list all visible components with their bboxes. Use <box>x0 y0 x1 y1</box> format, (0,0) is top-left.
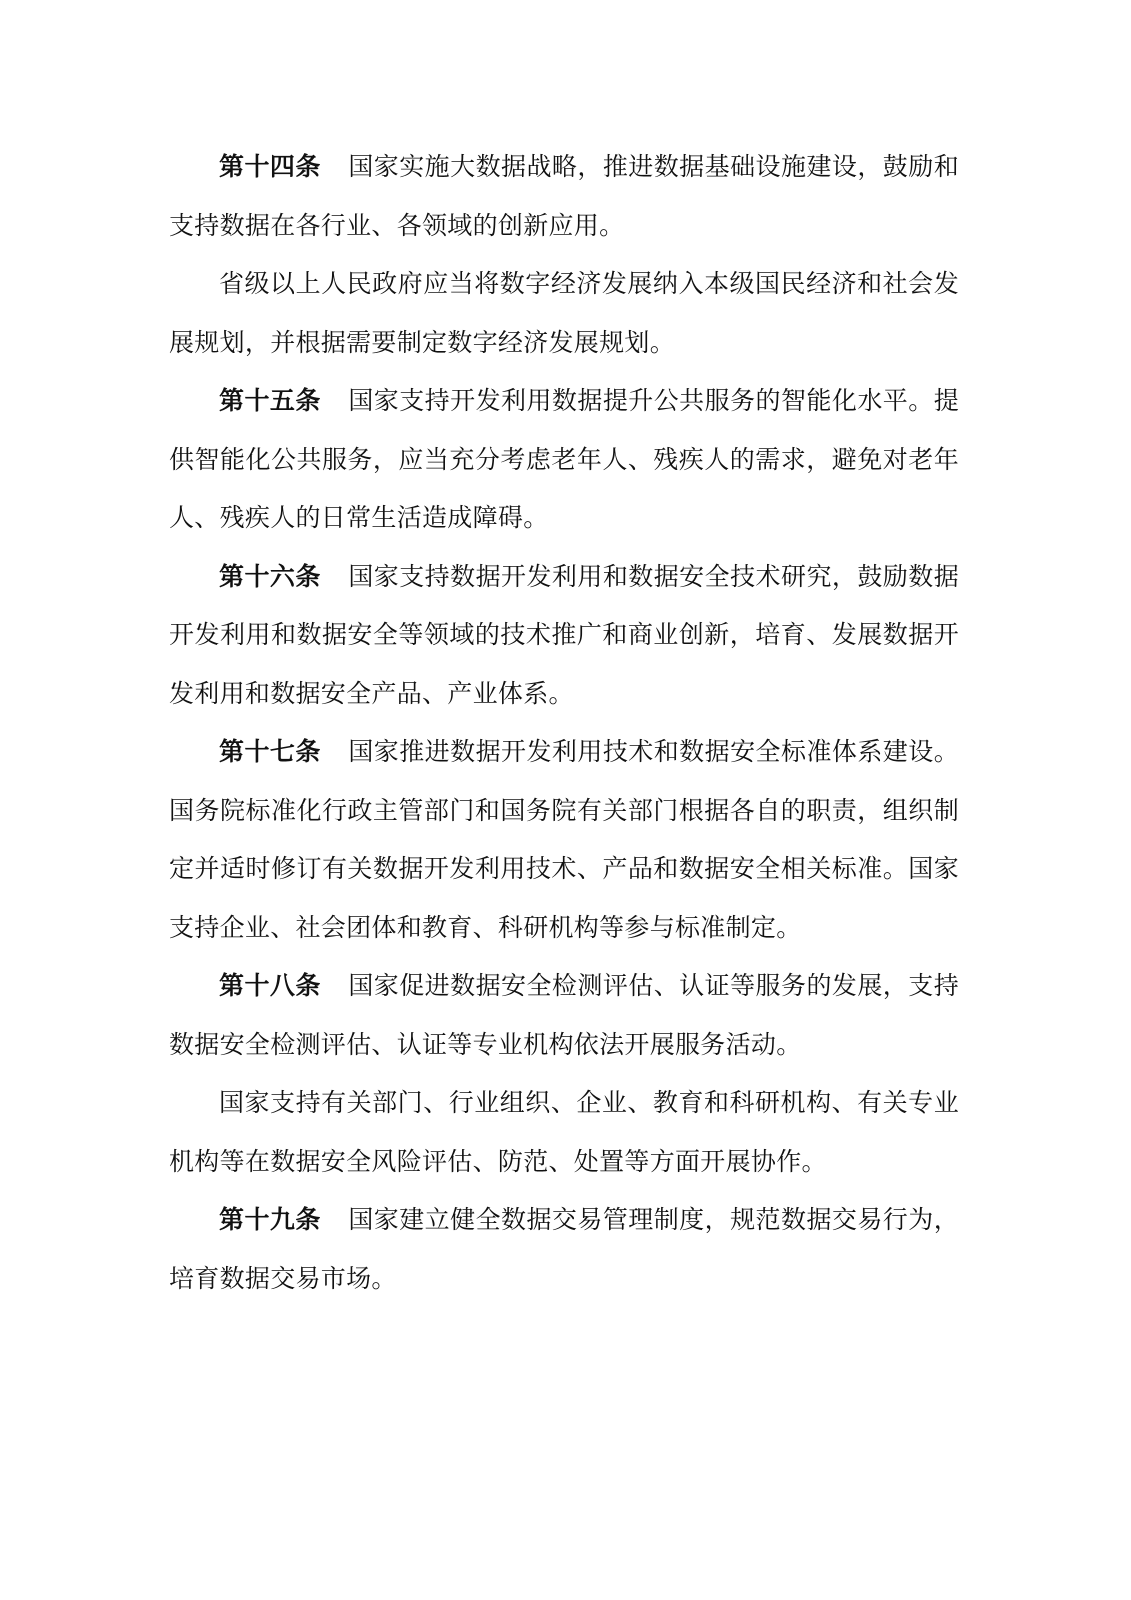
paragraph-text: 国家支持有关部门、行业组织、企业、教育和科研机构、有关专业机构等在数据安全风险评估、防范、处置等方面开展协作。 <box>169 1088 959 1176</box>
paragraph-text: 国家建立健全数据交易管理制度，规范数据交易行为，培育数据交易市场。 <box>169 1205 960 1293</box>
paragraph-text: 国家推进数据开发利用技术和数据安全标准体系建设。国务院标准化行政主管部门和国务院有关部门根据各自的职责，组织制定并适时修订有关数据开发利用技术、产品和数据安全相关标准。国家支持企业、社会团体和教育、科研机构等参与标准制定。 <box>169 737 960 942</box>
document-body <box>169 138 959 1308</box>
paragraph-article-18-clause-2 <box>169 1074 959 1191</box>
paragraph-text: 国家支持数据开发利用和数据安全技术研究，鼓励数据开发利用和数据安全等领域的技术推广和商业创新，培育、发展数据开发利用和数据安全产品、产业体系。 <box>169 561 960 708</box>
paragraph-article-19 <box>169 1191 959 1308</box>
paragraph-text: 国家实施大数据战略，推进数据基础设施建设，鼓励和支持数据在各行业、各领域的创新应用。 <box>169 152 960 240</box>
paragraph-text: 国家支持开发利用数据提升公共服务的智能化水平。提供智能化公共服务，应当充分考虑老年人、残疾人的需求，避免对老年人、残疾人的日常生活造成障碍。 <box>169 386 960 532</box>
article-heading: 第十四条 <box>219 152 321 181</box>
paragraph-article-17 <box>169 723 959 957</box>
paragraph-article-16 <box>169 548 959 724</box>
paragraph-text: 省级以上人民政府应当将数字经济发展纳入本级国民经济和社会发展规划，并根据需要制定数字经济发展规划。 <box>169 269 959 357</box>
article-heading: 第十九条 <box>219 1205 321 1234</box>
article-heading: 第十五条 <box>219 386 321 415</box>
article-heading: 第十七条 <box>219 737 321 766</box>
article-heading: 第十六条 <box>219 561 321 591</box>
paragraph-article-14 <box>169 138 959 255</box>
paragraph-article-14-clause-2 <box>169 255 959 372</box>
article-heading: 第十八条 <box>219 971 321 1000</box>
paragraph-text: 国家促进数据安全检测评估、认证等服务的发展，支持数据安全检测评估、认证等专业机构依法开展服务活动。 <box>169 971 960 1059</box>
paragraph-article-18 <box>169 957 959 1074</box>
paragraph-article-15 <box>169 372 959 548</box>
